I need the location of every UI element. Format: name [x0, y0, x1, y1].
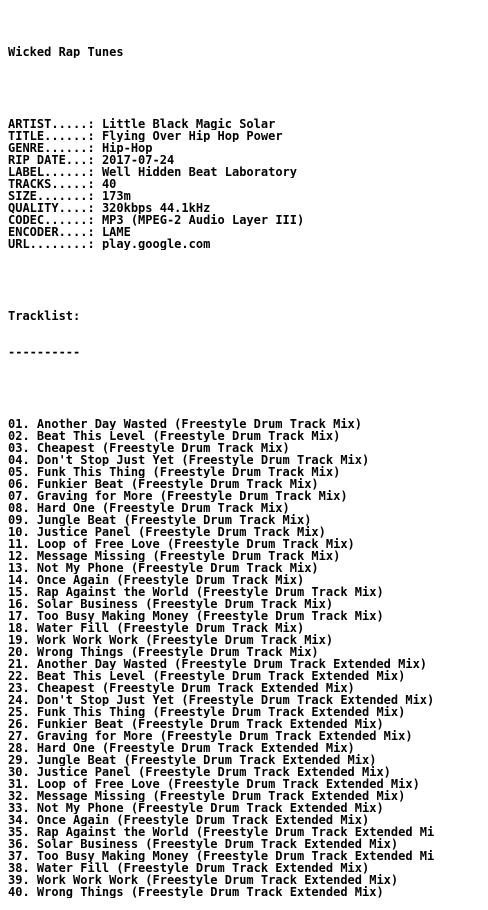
- track-item: 24. Don't Stop Just Yet (Freestyle Drum Track Extended Mix): [8, 694, 435, 706]
- spacer: [8, 82, 488, 94]
- track-item: 27. Graving for More (Freestyle Drum Track Extended Mix): [8, 730, 413, 742]
- track-item: 25. Funk This Thing (Freestyle Drum Track Extended Mix): [8, 706, 406, 718]
- track-item: 26. Funkier Beat (Freestyle Drum Track Extended Mix): [8, 718, 384, 730]
- track-item: 28. Hard One (Freestyle Drum Track Extended Mix): [8, 742, 355, 754]
- field-row: [8, 142, 488, 154]
- field-row: [8, 202, 488, 214]
- track-item: 17. Too Busy Making Money (Freestyle Drum Track Mix): [8, 610, 384, 622]
- track-item: 33. Not My Phone (Freestyle Drum Track Extended Mix): [8, 802, 384, 814]
- track-item: 13. Not My Phone (Freestyle Drum Track Mix): [8, 562, 319, 574]
- field-key: TRACKS.....:: [8, 178, 95, 190]
- track-item: 35. Rap Against the World (Freestyle Drum Track Extended Mi: [8, 826, 435, 838]
- field-row: [8, 214, 488, 226]
- field-row: [8, 166, 488, 178]
- track-item: 12. Message Missing (Freestyle Drum Track Mix): [8, 550, 341, 562]
- track-item: 06. Funkier Beat (Freestyle Drum Track Mix): [8, 478, 319, 490]
- field-row: [8, 226, 488, 238]
- track-item: 40. Wrong Things (Freestyle Drum Track Extended Mix): [8, 886, 384, 898]
- field-value: Hip-Hop: [101, 142, 153, 154]
- release-title: Wicked Rap Tunes: [8, 46, 124, 58]
- track-item: 02. Beat This Level (Freestyle Drum Track Mix): [8, 430, 341, 442]
- field-key: ENCODER....:: [8, 226, 95, 238]
- track-item: 03. Cheapest (Freestyle Drum Track Mix): [8, 442, 290, 454]
- track-item: 10. Justice Panel (Freestyle Drum Track Mix): [8, 526, 326, 538]
- track-item: 39. Work Work Work (Freestyle Drum Track Extended Mix): [8, 874, 399, 886]
- field-value: 2017-07-24: [101, 154, 175, 166]
- track-item: 31. Loop of Free Love (Freestyle Drum Track Extended Mix): [8, 778, 420, 790]
- track-item: 23. Cheapest (Freestyle Drum Track Extended Mix): [8, 682, 355, 694]
- track-item: 20. Wrong Things (Freestyle Drum Track Mix): [8, 646, 319, 658]
- field-value: Well Hidden Beat Laboratory: [101, 166, 298, 178]
- track-item: 32. Message Missing (Freestyle Drum Track Extended Mix): [8, 790, 406, 802]
- spacer: [8, 382, 488, 394]
- release-fields: [8, 118, 488, 250]
- track-item: 16. Solar Business (Freestyle Drum Track Mix): [8, 598, 334, 610]
- track-item: 38. Water Fill (Freestyle Drum Track Extended Mix): [8, 862, 370, 874]
- field-key: URL........:: [8, 238, 95, 250]
- field-row: [8, 190, 488, 202]
- track-item: 04. Don't Stop Just Yet (Freestyle Drum Track Mix): [8, 454, 370, 466]
- track-item: 21. Another Day Wasted (Freestyle Drum Track Extended Mix): [8, 658, 428, 670]
- tracklist-rule: ----------: [8, 346, 81, 358]
- field-key: QUALITY....:: [8, 202, 95, 214]
- track-item: 19. Work Work Work (Freestyle Drum Track Mix): [8, 634, 334, 646]
- track-item: 30. Justice Panel (Freestyle Drum Track Extended Mix): [8, 766, 391, 778]
- field-value: Little Black Magic Solar: [101, 118, 276, 130]
- field-row: [8, 238, 488, 250]
- track-item: 07. Graving for More (Freestyle Drum Track Mix): [8, 490, 348, 502]
- field-value: Flying Over Hip Hop Power: [101, 130, 283, 142]
- track-item: 37. Too Busy Making Money (Freestyle Drum Track Extended Mi: [8, 850, 435, 862]
- field-value: 173m: [101, 190, 131, 202]
- track-item: 08. Hard One (Freestyle Drum Track Mix): [8, 502, 290, 514]
- track-item: 09. Jungle Beat (Freestyle Drum Track Mix): [8, 514, 312, 526]
- field-key: RIP DATE...:: [8, 154, 95, 166]
- track-item: 11. Loop of Free Love (Freestyle Drum Track Mix): [8, 538, 355, 550]
- field-key: SIZE.......:: [8, 190, 95, 202]
- field-value: 40: [101, 178, 117, 190]
- track-item: 05. Funk This Thing (Freestyle Drum Track Mix): [8, 466, 341, 478]
- field-value: MP3 (MPEG-2 Audio Layer III): [101, 214, 305, 226]
- track-item: 34. Once Again (Freestyle Drum Track Extended Mix): [8, 814, 370, 826]
- track-item: 29. Jungle Beat (Freestyle Drum Track Extended Mix): [8, 754, 377, 766]
- field-row: [8, 178, 488, 190]
- field-key: CODEC......:: [8, 214, 95, 226]
- field-row: [8, 118, 488, 130]
- field-row: [8, 130, 488, 142]
- track-item: 15. Rap Against the World (Freestyle Drum Track Mix): [8, 586, 384, 598]
- field-key: LABEL......:: [8, 166, 95, 178]
- field-row: [8, 154, 488, 166]
- tracklist-heading: Tracklist:: [8, 310, 81, 322]
- track-item: 14. Once Again (Freestyle Drum Track Mix): [8, 574, 305, 586]
- track-item: 18. Water Fill (Freestyle Drum Track Mix): [8, 622, 305, 634]
- field-key: TITLE......:: [8, 130, 95, 142]
- field-key: ARTIST.....:: [8, 118, 95, 130]
- track-item: 01. Another Day Wasted (Freestyle Drum Track Mix): [8, 418, 363, 430]
- spacer: [8, 274, 488, 286]
- field-value: LAME: [101, 226, 131, 238]
- field-value: play.google.com: [101, 238, 211, 250]
- tracklist: [8, 418, 488, 898]
- release-info-document: [8, 22, 488, 910]
- track-item: 22. Beat This Level (Freestyle Drum Track Extended Mix): [8, 670, 406, 682]
- field-key: GENRE......:: [8, 142, 95, 154]
- track-item: 36. Solar Business (Freestyle Drum Track Extended Mix): [8, 838, 399, 850]
- field-value: 320kbps 44.1kHz: [101, 202, 211, 214]
